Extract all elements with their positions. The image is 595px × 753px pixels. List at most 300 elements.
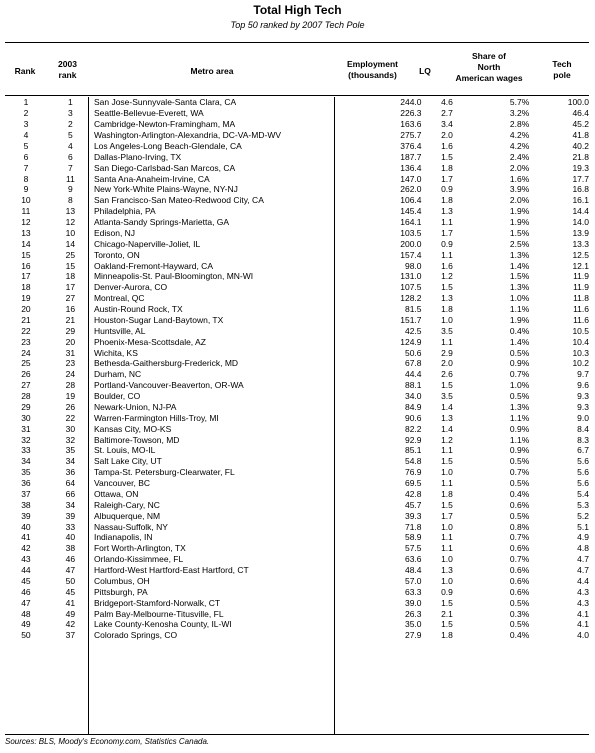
- lq-cell: 1.7: [441, 227, 453, 238]
- metro-area-cell: Albuquerque, NM: [93, 510, 161, 521]
- employment-cell: 35.0: [404, 619, 422, 630]
- employment-cell: 226.3: [400, 108, 422, 119]
- tech-pole-cell: 4.8: [577, 543, 589, 554]
- wage-share-cell: 1.9%: [509, 217, 530, 228]
- rank-2003-cell: 4: [68, 140, 73, 151]
- lq-cell: 3.5: [441, 325, 453, 336]
- table-row: [5, 532, 589, 543]
- rank-2003-cell: 28: [65, 380, 76, 391]
- wage-share-cell: 1.5%: [509, 271, 530, 282]
- metro-area-cell: Indianapolis, IN: [93, 532, 153, 543]
- employment-cell: 157.4: [400, 249, 422, 260]
- header-share-line1: Share of: [471, 51, 506, 61]
- metro-area-cell: Lake County-Kenosha County, IL-WI: [93, 619, 232, 630]
- lq-cell: 1.0: [441, 314, 453, 325]
- lq-cell: 1.7: [441, 173, 453, 184]
- rank-cell: 9: [23, 184, 29, 195]
- wage-share-cell: 1.5%: [509, 227, 530, 238]
- wage-share-cell: 0.9%: [509, 358, 530, 369]
- table-row: [5, 423, 589, 434]
- metro-area-cell: Austin-Round Rock, TX: [93, 304, 183, 315]
- header-tech-pole: [537, 59, 587, 81]
- tech-pole-cell: 6.7: [577, 445, 589, 456]
- metro-area-cell: Bridgeport-Stamford-Norwalk, CT: [93, 597, 221, 608]
- employment-cell: 54.8: [404, 456, 422, 467]
- wage-share-cell: 1.6%: [509, 173, 530, 184]
- tech-pole-cell: 9.7: [577, 369, 589, 380]
- wage-share-cell: 0.5%: [509, 478, 530, 489]
- header-employment-line1: Employment: [346, 59, 398, 69]
- rank-2003-cell: 36: [65, 467, 76, 478]
- tech-pole-cell: 8.3: [577, 434, 589, 445]
- tech-pole-cell: 40.2: [572, 140, 589, 151]
- rank-2003-cell: 2: [68, 119, 73, 130]
- lq-cell: 1.5: [441, 282, 453, 293]
- table-row: [5, 434, 589, 445]
- rank-cell: 44: [21, 565, 31, 576]
- wage-share-cell: 2.0%: [509, 162, 530, 173]
- tech-pole-cell: 5.6: [577, 478, 589, 489]
- metro-area-cell: Houston-Sugar Land-Baytown, TX: [93, 314, 224, 325]
- table-row: [5, 173, 589, 184]
- lq-cell: 1.1: [441, 445, 453, 456]
- employment-cell: 106.4: [400, 195, 422, 206]
- tech-pole-cell: 4.0: [577, 630, 589, 641]
- rank-cell: 16: [21, 260, 31, 271]
- wage-share-cell: 0.5%: [509, 510, 530, 521]
- rank-cell: 3: [23, 119, 29, 130]
- metro-area-cell: Hartford-West Hartford-East Hartford, CT: [93, 565, 249, 576]
- rank-cell: 11: [21, 206, 31, 217]
- tech-pole-cell: 4.3: [577, 597, 589, 608]
- rank-2003-cell: 27: [65, 293, 76, 304]
- wage-share-cell: 0.3%: [509, 608, 530, 619]
- wage-share-cell: 0.9%: [509, 445, 530, 456]
- lq-cell: 0.9: [441, 586, 453, 597]
- table-row: [5, 260, 589, 271]
- table-row: [5, 325, 589, 336]
- wage-share-cell: 1.9%: [509, 206, 530, 217]
- rank-cell: 27: [21, 380, 31, 391]
- employment-cell: 26.3: [404, 608, 422, 619]
- metro-area-cell: San Diego-Carlsbad-San Marcos, CA: [93, 162, 236, 173]
- metro-area-cell: Edison, NJ: [93, 227, 136, 238]
- tech-pole-cell: 5.3: [577, 499, 589, 510]
- header-rank: Rank: [14, 66, 36, 76]
- table-row: [5, 402, 589, 413]
- tech-pole-cell: 16.1: [572, 195, 589, 206]
- rank-2003-cell: 30: [65, 423, 76, 434]
- table-row: [5, 576, 589, 587]
- wage-share-cell: 0.5%: [509, 597, 530, 608]
- employment-cell: 39.3: [404, 510, 422, 521]
- rank-2003-cell: 13: [65, 206, 76, 217]
- rank-cell: 31: [21, 423, 31, 434]
- wage-share-cell: 0.7%: [509, 554, 530, 565]
- lq-cell: 1.0: [441, 575, 453, 586]
- rank-2003-cell: 35: [65, 445, 76, 456]
- wage-share-cell: 1.3%: [509, 401, 530, 412]
- rank-2003-cell: 26: [65, 401, 76, 412]
- employment-cell: 82.2: [404, 423, 422, 434]
- wage-share-cell: 0.5%: [509, 619, 530, 630]
- rank-cell: 43: [21, 554, 31, 565]
- tech-pole-cell: 10.3: [572, 347, 589, 358]
- table-row: [5, 293, 589, 304]
- rank-cell: 40: [21, 521, 31, 532]
- rank-2003-cell: 66: [65, 488, 76, 499]
- employment-cell: 244.0: [400, 97, 422, 108]
- table-row: [5, 489, 589, 500]
- employment-cell: 84.9: [404, 401, 422, 412]
- rank-cell: 17: [21, 271, 31, 282]
- metro-area-cell: Phoenix-Mesa-Scottsdale, AZ: [93, 336, 206, 347]
- tech-pole-cell: 11.6: [573, 314, 589, 325]
- lq-cell: 1.1: [441, 336, 453, 347]
- lq-cell: 1.0: [441, 467, 453, 478]
- wage-share-cell: 1.9%: [509, 314, 530, 325]
- rank-cell: 35: [21, 467, 31, 478]
- wage-share-cell: 0.4%: [509, 488, 530, 499]
- table-row: [5, 586, 589, 597]
- employment-cell: 90.6: [404, 412, 422, 423]
- rank-2003-cell: 42: [65, 619, 76, 630]
- header-share-line3: American wages: [455, 73, 523, 83]
- rank-2003-cell: 39: [65, 510, 76, 521]
- rank-cell: 32: [21, 434, 31, 445]
- tech-pole-cell: 45.2: [572, 119, 589, 130]
- table-row: [5, 608, 589, 619]
- rank-cell: 5: [23, 140, 29, 151]
- employment-cell: 63.3: [404, 586, 422, 597]
- employment-cell: 42.8: [404, 488, 422, 499]
- rank-2003-cell: 10: [65, 227, 76, 238]
- table-row: [5, 554, 589, 565]
- employment-cell: 44.4: [404, 369, 422, 380]
- tech-pole-cell: 41.8: [572, 130, 589, 141]
- table-bottom-rule: [5, 734, 589, 735]
- table-subtitle: Top 50 ranked by 2007 Tech Pole: [230, 20, 365, 30]
- rank-2003-cell: 25: [65, 249, 76, 260]
- metro-area-cell: Wichita, KS: [93, 347, 138, 358]
- header-2003-rank: [45, 59, 90, 81]
- rank-cell: 14: [21, 238, 31, 249]
- rank-2003-cell: 22: [65, 412, 76, 423]
- lq-cell: 1.7: [441, 510, 453, 521]
- table-row: [5, 445, 589, 456]
- lq-cell: 2.1: [441, 608, 453, 619]
- wage-share-cell: 0.6%: [509, 575, 530, 586]
- table-row: [5, 499, 589, 510]
- wage-share-cell: 5.7%: [509, 97, 530, 108]
- lq-cell: 1.3: [441, 412, 453, 423]
- source-note: Sources: BLS, Moody's Economy.com, Statistics Canada.: [5, 737, 210, 746]
- rank-cell: 30: [21, 412, 31, 423]
- wage-share-cell: 2.5%: [509, 238, 530, 249]
- wage-share-cell: 3.2%: [509, 108, 530, 119]
- lq-cell: 1.5: [441, 499, 453, 510]
- lq-cell: 1.3: [441, 206, 453, 217]
- employment-cell: 107.5: [400, 282, 422, 293]
- rank-2003-cell: 50: [65, 575, 76, 586]
- employment-cell: 151.7: [400, 314, 422, 325]
- tech-pole-cell: 12.5: [572, 249, 589, 260]
- lq-cell: 1.1: [441, 478, 453, 489]
- tech-pole-cell: 4.9: [577, 532, 589, 543]
- rank-cell: 2: [23, 108, 29, 119]
- rank-cell: 18: [21, 282, 31, 293]
- employment-cell: 131.0: [400, 271, 422, 282]
- lq-cell: 2.6: [441, 369, 453, 380]
- rank-cell: 50: [21, 630, 31, 641]
- rank-2003-cell: 20: [65, 336, 76, 347]
- table-row: [5, 543, 589, 554]
- metro-area-cell: Boulder, CO: [93, 391, 141, 402]
- rank-cell: 42: [21, 543, 31, 554]
- employment-cell: 34.0: [404, 391, 422, 402]
- metro-area-cell: Chicago-Naperville-Joliet, IL: [93, 238, 201, 249]
- lq-cell: 2.0: [441, 130, 453, 141]
- metro-area-cell: Fort Worth-Arlington, TX: [93, 543, 186, 554]
- employment-cell: 57.5: [404, 543, 422, 554]
- tech-pole-cell: 4.7: [577, 565, 589, 576]
- table-row: [5, 119, 589, 130]
- tech-pole-cell: 9.0: [577, 412, 589, 423]
- rank-cell: 23: [21, 336, 31, 347]
- rank-cell: 1: [23, 97, 29, 108]
- rank-2003-cell: 34: [65, 456, 76, 467]
- wage-share-cell: 1.3%: [509, 282, 530, 293]
- tech-pole-cell: 9.6: [577, 380, 589, 391]
- employment-cell: 63.6: [404, 554, 422, 565]
- metro-area-cell: Pittsburgh, PA: [93, 586, 148, 597]
- table-body: [5, 97, 589, 641]
- header-2003-rank-line2: rank: [58, 70, 77, 80]
- metro-area-cell: Ottawa, ON: [93, 488, 139, 499]
- rank-cell: 28: [21, 391, 31, 402]
- tech-pole-cell: 100.0: [567, 97, 589, 108]
- tech-pole-cell: 4.7: [577, 554, 589, 565]
- tech-pole-cell: 11.8: [573, 293, 589, 304]
- table-row: [5, 565, 589, 576]
- lq-cell: 1.5: [441, 151, 453, 162]
- lq-cell: 2.7: [441, 108, 453, 119]
- table-row: [5, 108, 589, 119]
- tech-pole-cell: 8.4: [577, 423, 589, 434]
- employment-cell: 92.9: [404, 434, 422, 445]
- table-row: [5, 412, 589, 423]
- lq-cell: 0.9: [441, 184, 453, 195]
- table-row: [5, 184, 589, 195]
- tech-pole-cell: 17.7: [572, 173, 589, 184]
- rank-2003-cell: 45: [65, 586, 76, 597]
- employment-cell: 85.1: [404, 445, 422, 456]
- tech-pole-cell: 14.4: [572, 206, 589, 217]
- wage-share-cell: 1.1%: [509, 412, 530, 423]
- wage-share-cell: 0.4%: [509, 630, 530, 641]
- header-share: [439, 51, 539, 84]
- rank-cell: 24: [21, 347, 31, 358]
- table-row: [5, 630, 589, 641]
- employment-cell: 98.0: [404, 260, 422, 271]
- metro-area-cell: Los Angeles-Long Beach-Glendale, CA: [93, 140, 242, 151]
- lq-cell: 1.2: [441, 434, 453, 445]
- rank-cell: 46: [21, 586, 31, 597]
- lq-cell: 1.1: [441, 217, 453, 228]
- lq-cell: 1.1: [441, 532, 453, 543]
- rank-cell: 34: [21, 456, 31, 467]
- tech-pole-cell: 13.3: [572, 238, 589, 249]
- employment-cell: 275.7: [400, 130, 422, 141]
- lq-cell: 1.3: [441, 293, 453, 304]
- wage-share-cell: 1.1%: [509, 434, 530, 445]
- employment-cell: 147.0: [400, 173, 422, 184]
- rank-cell: 26: [21, 369, 31, 380]
- metro-area-cell: Warren-Farmington Hills-Troy, MI: [93, 412, 219, 423]
- tech-pole-cell: 21.8: [572, 151, 589, 162]
- rank-2003-cell: 11: [65, 173, 75, 184]
- metro-area-cell: Baltimore-Towson, MD: [93, 434, 180, 445]
- rank-2003-cell: 23: [65, 358, 76, 369]
- rank-cell: 8: [23, 173, 29, 184]
- employment-cell: 124.9: [400, 336, 422, 347]
- employment-cell: 136.4: [400, 162, 422, 173]
- employment-cell: 103.5: [400, 227, 422, 238]
- lq-cell: 1.4: [441, 423, 453, 434]
- employment-cell: 50.6: [404, 347, 422, 358]
- rank-2003-cell: 16: [65, 304, 76, 315]
- employment-cell: 57.0: [404, 575, 422, 586]
- metro-area-cell: Vancouver, BC: [93, 478, 151, 489]
- rank-cell: 38: [21, 499, 31, 510]
- rank-2003-cell: 14: [65, 238, 76, 249]
- rank-2003-cell: 17: [65, 282, 76, 293]
- tech-pole-cell: 5.6: [577, 456, 589, 467]
- wage-share-cell: 2.0%: [509, 195, 530, 206]
- table-row: [5, 238, 589, 249]
- tech-pole-cell: 10.2: [572, 358, 589, 369]
- metro-area-cell: San Jose-Sunnyvale-Santa Clara, CA: [93, 97, 237, 108]
- rank-cell: 41: [21, 532, 31, 543]
- rank-cell: 12: [21, 217, 31, 228]
- tech-pole-cell: 11.9: [573, 271, 589, 282]
- rank-2003-cell: 32: [65, 434, 76, 445]
- header-employment: [334, 59, 411, 81]
- metro-area-cell: Oakland-Fremont-Hayward, CA: [93, 260, 213, 271]
- table-row: [5, 249, 589, 260]
- tech-pole-cell: 12.1: [572, 260, 589, 271]
- lq-cell: 1.5: [441, 380, 453, 391]
- rank-2003-cell: 47: [65, 565, 76, 576]
- lq-cell: 0.9: [441, 238, 453, 249]
- rank-cell: 21: [21, 314, 31, 325]
- table-row: [5, 228, 589, 239]
- header-metro-area: Metro area: [190, 66, 234, 76]
- rank-2003-cell: 18: [65, 271, 76, 282]
- wage-share-cell: 1.3%: [509, 249, 530, 260]
- metro-area-cell: Santa Ana-Anaheim-Irvine, CA: [93, 173, 210, 184]
- table-row: [5, 619, 589, 630]
- table-row: [5, 206, 589, 217]
- tech-pole-cell: 5.6: [577, 467, 589, 478]
- table-row: [5, 130, 589, 141]
- metro-area-cell: Salt Lake City, UT: [93, 456, 162, 467]
- rank-2003-cell: 40: [65, 532, 76, 543]
- wage-share-cell: 1.4%: [509, 260, 530, 271]
- metro-area-cell: Dallas-Plano-Irving, TX: [93, 151, 182, 162]
- metro-area-cell: Newark-Union, NJ-PA: [93, 401, 177, 412]
- metro-area-cell: Nassau-Suffolk, NY: [93, 521, 168, 532]
- rank-cell: 29: [21, 401, 31, 412]
- rank-2003-cell: 24: [65, 369, 76, 380]
- wage-share-cell: 3.9%: [509, 184, 530, 195]
- wage-share-cell: 4.2%: [509, 130, 530, 141]
- table-row: [5, 380, 589, 391]
- metro-area-cell: Colorado Springs, CO: [93, 630, 178, 641]
- tech-pole-cell: 4.4: [577, 575, 589, 586]
- rank-cell: 39: [21, 510, 31, 521]
- rank-2003-cell: 7: [68, 162, 73, 173]
- lq-cell: 1.8: [441, 304, 453, 315]
- metro-area-cell: Toronto, ON: [93, 249, 140, 260]
- rank-cell: 45: [21, 575, 31, 586]
- tech-pole-cell: 46.4: [572, 108, 589, 119]
- wage-share-cell: 0.5%: [509, 347, 530, 358]
- rank-2003-cell: 41: [65, 597, 76, 608]
- lq-cell: 1.5: [441, 619, 453, 630]
- tech-pole-cell: 19.3: [572, 162, 589, 173]
- header-lq: LQ: [419, 66, 431, 76]
- metro-area-cell: Bethesda-Gaithersburg-Frederick, MD: [93, 358, 239, 369]
- table-row: [5, 282, 589, 293]
- employment-cell: 67.8: [404, 358, 422, 369]
- rank-2003-cell: 12: [65, 217, 76, 228]
- metro-area-cell: Minneapolis-St. Paul-Bloomington, MN-WI: [93, 271, 254, 282]
- wage-share-cell: 0.4%: [509, 325, 530, 336]
- metro-area-cell: Denver-Aurora, CO: [93, 282, 168, 293]
- tech-pole-cell: 4.1: [577, 619, 589, 630]
- lq-cell: 1.1: [441, 249, 453, 260]
- rank-2003-cell: 15: [65, 260, 76, 271]
- metro-area-cell: Durham, NC: [93, 369, 142, 380]
- metro-area-cell: Huntsville, AL: [93, 325, 146, 336]
- tech-pole-cell: 14.0: [572, 217, 589, 228]
- lq-cell: 1.6: [441, 140, 453, 151]
- table-row: [5, 97, 589, 108]
- metro-area-cell: Raleigh-Cary, NC: [93, 499, 160, 510]
- employment-cell: 128.2: [400, 293, 422, 304]
- table-row: [5, 347, 589, 358]
- wage-share-cell: 1.0%: [509, 380, 530, 391]
- header-tech-pole-line1: Tech: [552, 59, 572, 69]
- wage-share-cell: 1.0%: [509, 293, 530, 304]
- table-row: [5, 467, 589, 478]
- table-row: [5, 162, 589, 173]
- wage-share-cell: 0.5%: [509, 391, 530, 402]
- lq-cell: 1.6: [441, 260, 453, 271]
- lq-cell: 1.2: [441, 271, 453, 282]
- tech-pole-cell: 11.6: [573, 304, 589, 315]
- wage-share-cell: 0.5%: [509, 456, 530, 467]
- rank-cell: 19: [21, 293, 31, 304]
- tech-pole-cell: 10.5: [572, 325, 589, 336]
- employment-cell: 88.1: [404, 380, 422, 391]
- metro-area-cell: Portland-Vancouver-Beaverton, OR-WA: [93, 380, 244, 391]
- employment-cell: 164.1: [400, 217, 422, 228]
- lq-cell: 4.6: [441, 97, 453, 108]
- rank-cell: 49: [21, 619, 31, 630]
- metro-area-cell: Philadelphia, PA: [93, 206, 156, 217]
